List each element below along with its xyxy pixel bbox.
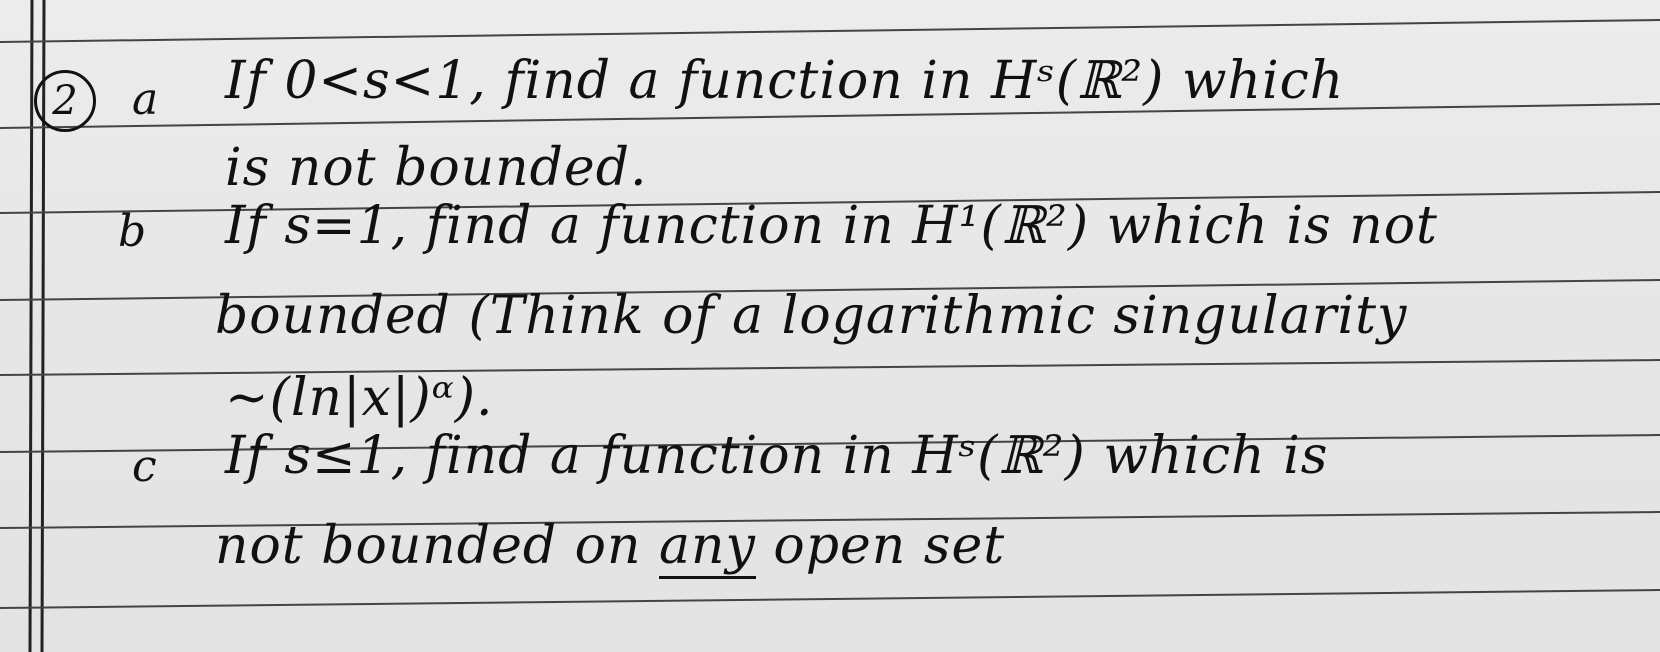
part-a-line-2: is not bounded. [225,138,648,198]
part-b-line-2: bounded (Think of a logarithmic singularity [215,286,1408,346]
part-c-marker: c [132,441,157,492]
part-c-emphasis-any: any [659,516,756,579]
part-b-line-3: ~(ln|x|)ᵅ). [225,368,494,428]
part-c-line-1: If s≤1, find a function in Hˢ(ℝ²) which is [225,426,1329,486]
part-c-line-2-end: open set [755,516,1006,576]
part-b-marker: b [118,206,147,257]
part-b-line-1: If s=1, find a function in H¹(ℝ²) which is not [225,196,1438,256]
part-a-marker: a [132,74,159,125]
question-number: 2 [34,70,96,132]
part-c-line-2-start: not bounded on [215,516,659,576]
part-a-line-1: If 0<s<1, find a function in Hˢ(ℝ²) which [225,51,1345,111]
part-c-line-2 [215,516,1006,576]
